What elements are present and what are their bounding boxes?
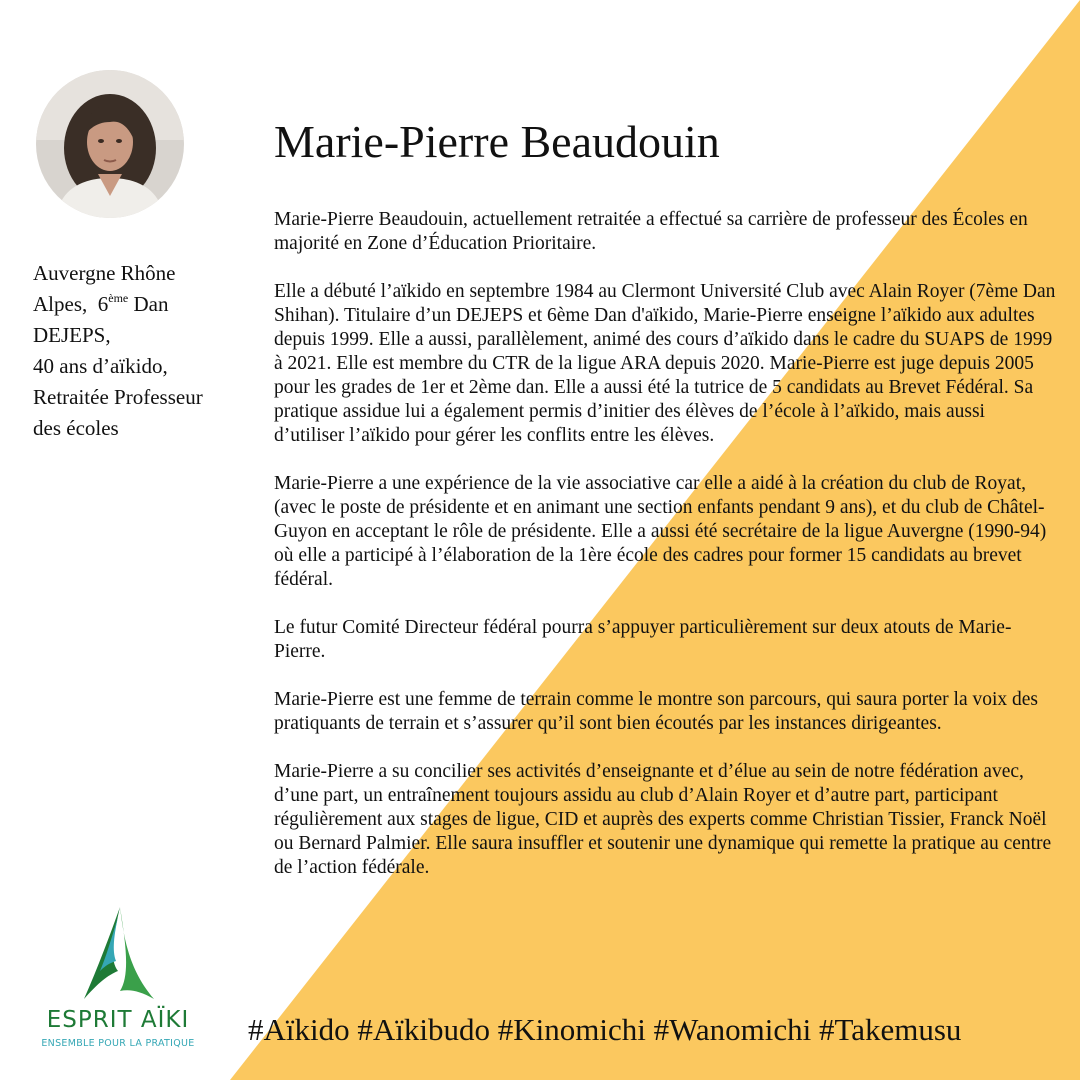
esprit-aiki-mark-icon (80, 905, 156, 1003)
dan-suffix: ème (108, 291, 129, 305)
diploma: DEJEPS, (33, 323, 111, 347)
bio-paragraph-6: Marie-Pierre a su concilier ses activités d’enseignante et d’élue au sein de notre fédération avec, d’une part, un entraînement toujours assidu au club d’Alain Royer et d’autre part, participant régulièrement aux stages de ligue, CID et auprès des experts comme Christian Tissier, Franck Noël ou Bernard Palmier. Elle saura insuffler et soutenir une dynamique qui remette la pratique au centre de l’action fédérale. (274, 761, 1052, 878)
bio-paragraph-5: Marie-Pierre est une femme de terrain comme le montre son parcours, qui saura porter la voix des pratiquants de terrain et s’assurer qu’il sont bien écoutés par les instances dirigeantes. (274, 689, 1039, 734)
region-dan-line (33, 289, 253, 320)
bio-paragraph-1: Marie-Pierre Beaudouin, actuellement retraitée a effectué sa carrière de professeur des Écoles en majorité en Zone d’Éducation Prioritaire. (274, 209, 1028, 254)
dan-label: Dan (133, 292, 169, 316)
bio-paragraph-3: Marie-Pierre a une expérience de la vie associative car elle a aidé à la création du club de Royat, (avec le poste de présidente et en animant une section enfants pendant 9 ans), et du club de Châtel-Guyon en acceptant le rôle de présidente. Elle a aussi été secrétaire de la ligue Auvergne (1990-94) où elle a participé à l’élaboration de la 1ère école des cadres pour former 15 candidats au brevet fédéral. (274, 473, 1047, 590)
dan-number: 6 (97, 292, 109, 316)
status-line-2: des écoles (33, 416, 119, 440)
profile-summary (33, 258, 253, 444)
region-line-2: Alpes, (33, 292, 88, 316)
bio-paragraph-2: Elle a débuté l’aïkido en septembre 1984 au Clermont Université Club avec Alain Royer (7ème Dan Shihan). Titulaire d’un DEJEPS et 6ème Dan d'aïkido, Marie-Pierre enseigne l’aïkido aux adultes depuis 1999. Elle a aussi, parallèlement, animé des cours d’aïkido dans le cadre du SUAPS de 1999 à 2021. Elle est membre du CTR de la ligue ARA depuis 2020. Marie-Pierre est juge depuis 2005 pour les grades de 1er et 2ème dan. Elle a aussi été la tutrice de 5 candidats au Brevet Fédéral. Sa pratique assidue lui a également permis d’initier des élèves de l’école à l’aïkido, mais aussi d’utiliser l’aïkido pour gérer les conflits entre les élèves. (274, 281, 1056, 446)
experience: 40 ans d’aïkido, (33, 354, 168, 378)
status-line-1: Retraitée Professeur (33, 385, 203, 409)
bio-paragraph-4: Le futur Comité Directeur fédéral pourra s’appuyer particulièrement sur deux atouts de Marie-Pierre. (274, 617, 1012, 662)
logo-name: ESPRIT AÏKI (46, 1007, 190, 1033)
esprit-aiki-logo (28, 905, 208, 1055)
logo-tagline: ENSEMBLE POUR LA PRATIQUE (41, 1038, 195, 1049)
hashtags: #Aïkido #Aïkibudo #Kinomichi #Wanomichi #Takemusu (248, 1012, 962, 1047)
biography (274, 208, 1059, 904)
profile-photo (36, 70, 184, 218)
region-line-1: Auvergne Rhône (33, 261, 176, 285)
page-title: Marie-Pierre Beaudouin (274, 116, 720, 167)
